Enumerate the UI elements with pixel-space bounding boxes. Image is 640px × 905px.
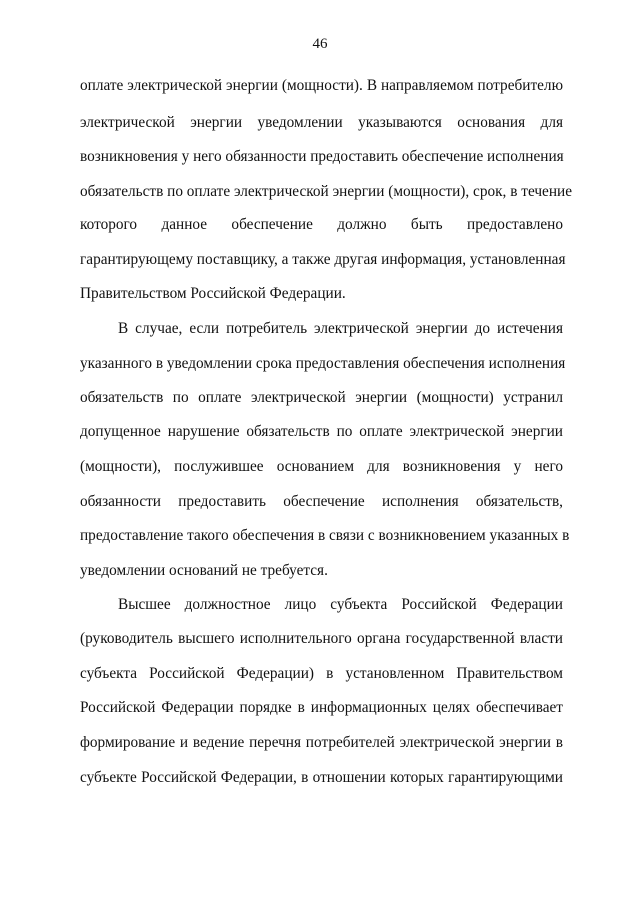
- text-line: Высшее должностное лицо субъекта Российской Федерации: [118, 596, 563, 613]
- text-line: допущенное нарушение обязательств по оплате электрической энергии: [80, 423, 563, 440]
- text-line: субъекта Российской Федерации) в установленном Правительством: [80, 665, 563, 682]
- text-line: субъекте Российской Федерации, в отношении которых гарантирующими: [80, 769, 563, 786]
- text-line: обязательств по оплате электрической энергии (мощности) устранил: [80, 389, 563, 406]
- text-line: обязательств по оплате электрической энергии (мощности), срок, в течение: [80, 183, 572, 200]
- text-line: обязанности предоставить обеспечение исполнения обязательств,: [80, 493, 563, 510]
- text-line: (руководитель высшего исполнительного органа государственной власти: [80, 630, 563, 647]
- text-line: предоставление такого обеспечения в связи с возникновением указанных в: [80, 527, 570, 544]
- text-line: гарантирующему поставщику, а также другая информация, установленная: [80, 251, 566, 268]
- text-line: Российской Федерации порядке в информационных целях обеспечивает: [80, 699, 563, 716]
- text-line: формирование и ведение перечня потребителей электрической энергии в: [80, 734, 563, 751]
- page-number: 46: [312, 36, 328, 52]
- text-line: В случае, если потребитель электрической энергии до истечения: [118, 320, 563, 337]
- text-line: оплате электрической энергии (мощности). В направляемом потребителю: [80, 77, 563, 94]
- text-line: возникновения у него обязанности предоставить обеспечение исполнения: [80, 148, 564, 165]
- text-line: (мощности), послужившее основанием для возникновения у него: [80, 458, 563, 475]
- text-line: указанного в уведомлении срока предоставления обеспечения исполнения: [80, 355, 566, 372]
- text-line: которого данное обеспечение должно быть предоставлено: [80, 216, 563, 233]
- text-line: Правительством Российской Федерации.: [80, 285, 346, 302]
- text-line: уведомлении оснований не требуется.: [80, 562, 328, 579]
- text-line: электрической энергии уведомлении указываются основания для: [80, 114, 563, 131]
